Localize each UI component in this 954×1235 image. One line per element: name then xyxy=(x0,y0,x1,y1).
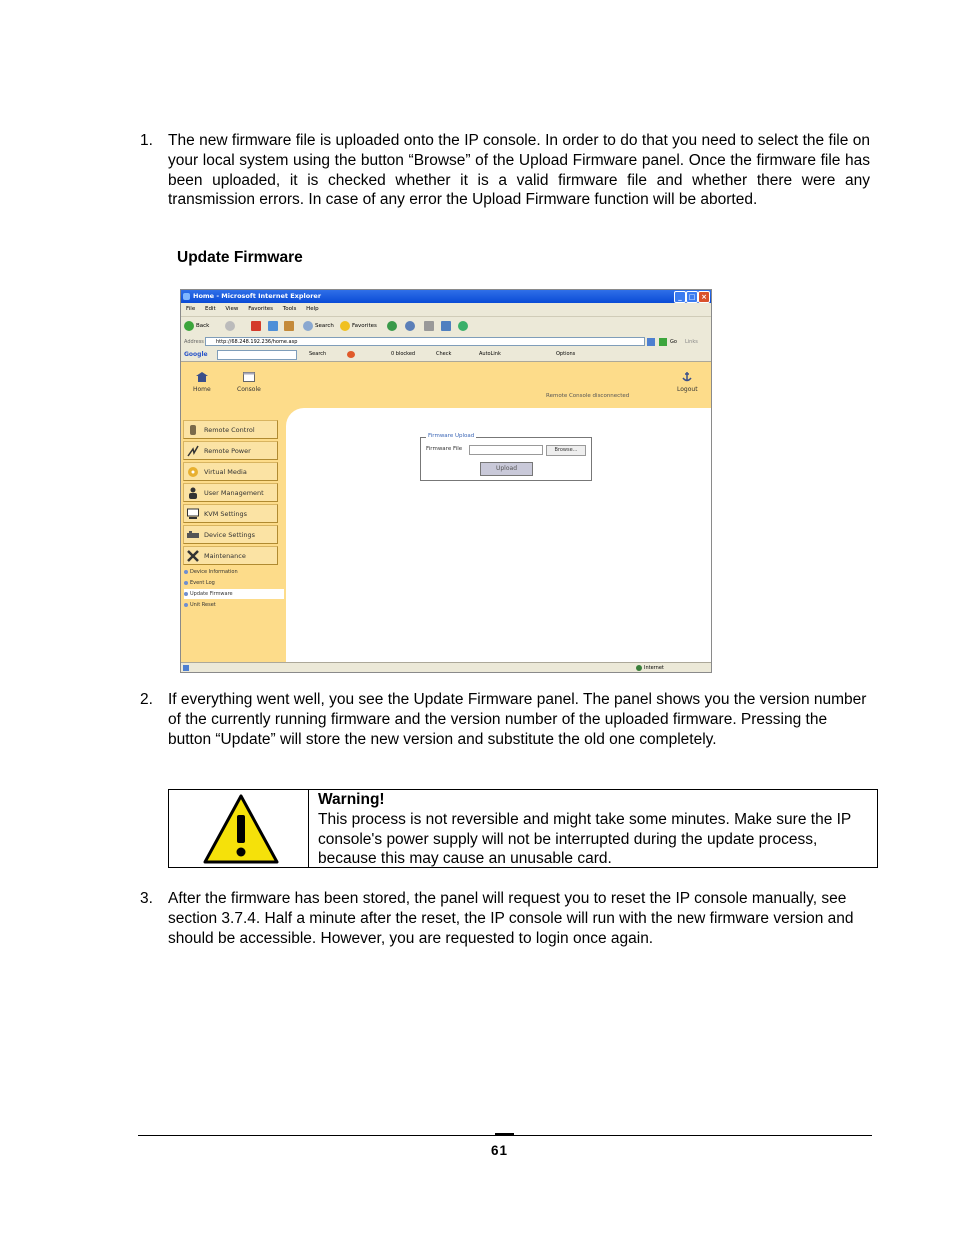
popup-blocker[interactable]: 0 blocked xyxy=(391,351,416,357)
favorites-label: Favorites xyxy=(352,323,377,329)
panel-legend: Firmware Upload xyxy=(428,433,475,439)
warning-text-cell xyxy=(318,790,870,869)
nav-home-label: Home xyxy=(193,386,211,393)
address-bar xyxy=(181,336,711,348)
home-icon xyxy=(284,321,294,331)
bullet-icon xyxy=(184,581,188,585)
step-3-number: 3. xyxy=(140,890,153,907)
menu-view[interactable]: View xyxy=(225,306,239,312)
messenger-button[interactable] xyxy=(458,317,470,336)
window-title: Home - Microsoft Internet Explorer xyxy=(193,292,322,300)
star-icon xyxy=(340,321,350,331)
maximize-button[interactable]: □ xyxy=(686,291,698,303)
status-message: Remote Console disconnected xyxy=(546,393,630,399)
console-icon xyxy=(243,372,255,382)
power-icon xyxy=(187,445,199,457)
back-label: Back xyxy=(196,323,210,329)
minimize-button[interactable]: _ xyxy=(674,291,686,303)
warning-text: This process is not reversible and might take some minutes. Make sure the IP console's power supply will not be interrupted during the update process, because this may cause an unusable card. xyxy=(318,810,851,868)
sub-item-event-log[interactable] xyxy=(184,578,284,588)
menu-favorites[interactable]: Favorites xyxy=(248,306,274,312)
sidebar-item-label: Remote Power xyxy=(204,447,251,455)
favorites-button[interactable] xyxy=(340,317,377,336)
sidebar-item-label: Remote Control xyxy=(204,426,255,434)
spell-check-button[interactable]: Check xyxy=(436,351,452,357)
nav-logout-label: Logout xyxy=(677,386,698,393)
step-2 xyxy=(140,690,870,749)
upload-button[interactable]: Upload xyxy=(480,462,533,476)
search-icon xyxy=(303,321,313,331)
sub-item-label: Device Information xyxy=(190,569,238,575)
footer-mark xyxy=(495,1133,514,1136)
stop-icon xyxy=(251,321,261,331)
go-button[interactable]: Go xyxy=(670,339,677,345)
sidebar-item-label: Maintenance xyxy=(204,552,246,560)
sub-item-label: Update Firmware xyxy=(190,591,233,597)
google-toolbar xyxy=(181,348,711,362)
nav-console-label: Console xyxy=(237,386,261,393)
page-number: 61 xyxy=(491,1143,509,1158)
sidebar-item-label: User Management xyxy=(204,489,264,497)
print-icon xyxy=(424,321,434,331)
refresh-button[interactable] xyxy=(268,317,280,336)
step-1 xyxy=(140,131,870,210)
virtual-media-icon xyxy=(187,466,199,478)
browser-toolbar xyxy=(181,316,711,336)
step-3-text: After the firmware has been stored, the panel will request you to reset the IP console manually, see section 3.7.4. Half a minute after the reset, the IP console will run with the new firmware version and should be accessible. However, you are requested to login once again. xyxy=(168,890,854,947)
google-logo: Google xyxy=(184,351,208,358)
status-bar xyxy=(181,662,711,673)
menu-bar xyxy=(181,303,711,316)
messenger-icon xyxy=(458,321,468,331)
browser-screenshot xyxy=(180,289,712,673)
links-label[interactable]: Links xyxy=(685,339,698,345)
nav-console[interactable] xyxy=(237,372,261,393)
menu-file[interactable]: File xyxy=(186,306,196,312)
bullet-icon xyxy=(184,592,188,596)
sidebar-item-kvm-settings[interactable] xyxy=(183,504,278,523)
tools-icon xyxy=(187,550,199,562)
step-1-text: The new firmware file is uploaded onto the IP console. In order to do that you need to select the file on your local system using the button “Browse” of the Upload Firmware panel. Once the firmware file has been uploaded, it is checked whether it is a valid firmware file and whether there were any transmission errors. In case of any error the Upload Firmware function will be aborted. xyxy=(168,132,870,209)
zone-label: Internet xyxy=(644,665,664,671)
pagerank-icon[interactable] xyxy=(347,351,355,358)
bullet-icon xyxy=(184,570,188,574)
forward-button[interactable] xyxy=(225,317,237,336)
search-label: Search xyxy=(315,323,334,329)
step-1-number: 1. xyxy=(140,132,153,149)
sub-item-label: Unit Reset xyxy=(190,602,216,608)
menu-edit[interactable]: Edit xyxy=(204,306,216,312)
address-label: Address xyxy=(184,339,204,345)
table-divider xyxy=(308,790,309,867)
nav-logout[interactable] xyxy=(677,372,698,393)
globe-icon xyxy=(636,665,642,671)
firmware-file-input[interactable] xyxy=(469,445,543,455)
home-button[interactable] xyxy=(284,317,296,336)
dropdown-arrow-icon[interactable] xyxy=(647,338,655,346)
sub-item-device-information[interactable] xyxy=(184,567,284,577)
main-pane xyxy=(286,408,711,662)
print-button[interactable] xyxy=(424,317,436,336)
device-settings-icon xyxy=(187,529,199,541)
figure-caption: Update Firmware xyxy=(177,249,303,266)
address-input[interactable]: http://68.248.192.236/home.asp xyxy=(205,337,645,346)
go-arrow-icon[interactable] xyxy=(659,338,667,346)
page-icon xyxy=(183,665,189,671)
sub-item-label: Event Log xyxy=(190,580,215,586)
sub-item-update-firmware[interactable] xyxy=(184,589,284,599)
sidebar-item-maintenance[interactable] xyxy=(183,546,278,565)
firmware-file-label: Firmware File xyxy=(426,446,463,452)
sidebar-item-label: Virtual Media xyxy=(204,468,247,476)
back-icon xyxy=(184,321,194,331)
app-header xyxy=(181,362,711,408)
stop-button[interactable] xyxy=(251,317,263,336)
back-button[interactable] xyxy=(184,317,209,336)
sidebar-item-remote-control[interactable] xyxy=(183,420,278,439)
history-button[interactable] xyxy=(405,317,417,336)
step-2-number: 2. xyxy=(140,691,153,708)
step-3 xyxy=(140,889,870,948)
forward-icon xyxy=(225,321,235,331)
ie-icon xyxy=(183,293,190,300)
media-button[interactable] xyxy=(387,317,399,336)
sidebar xyxy=(181,408,286,662)
history-icon xyxy=(405,321,415,331)
edit-button[interactable] xyxy=(441,317,453,336)
options-button[interactable]: Options xyxy=(556,351,576,357)
bullet-icon xyxy=(184,603,188,607)
sub-item-unit-reset[interactable] xyxy=(184,600,284,610)
edit-icon xyxy=(441,321,451,331)
firmware-upload-panel xyxy=(420,433,592,481)
remote-control-icon xyxy=(187,424,199,436)
menu-help[interactable]: Help xyxy=(306,306,319,312)
sidebar-item-user-management[interactable] xyxy=(183,483,278,502)
warning-title: Warning! xyxy=(318,791,385,808)
warning-icon xyxy=(202,793,280,865)
refresh-icon xyxy=(268,321,278,331)
anchor-icon xyxy=(681,372,693,382)
nav-home[interactable] xyxy=(193,372,211,393)
home-icon xyxy=(196,372,208,382)
sidebar-item-remote-power[interactable] xyxy=(183,441,278,460)
browse-button[interactable]: Browse... xyxy=(546,445,586,456)
google-search-button[interactable]: Search xyxy=(309,351,327,357)
sidebar-item-virtual-media[interactable] xyxy=(183,462,278,481)
step-2-text: If everything went well, you see the Update Firmware panel. The panel shows you the version number of the currently running firmware and the version number of the uploaded firmware. Pressing the button “Update” will store the new version and substitute the old one completely. xyxy=(168,691,867,748)
media-icon xyxy=(387,321,397,331)
google-search-input[interactable] xyxy=(217,350,297,360)
users-icon xyxy=(187,487,199,499)
sidebar-item-label: Device Settings xyxy=(204,531,255,539)
window-titlebar xyxy=(181,290,711,303)
search-button[interactable] xyxy=(303,317,334,336)
warning-box xyxy=(168,789,878,868)
menu-tools[interactable]: Tools xyxy=(282,306,297,312)
close-button[interactable]: × xyxy=(698,291,710,303)
sidebar-item-device-settings[interactable] xyxy=(183,525,278,544)
autolink-button[interactable]: AutoLink xyxy=(479,351,501,357)
kvm-icon xyxy=(187,508,199,520)
sidebar-item-label: KVM Settings xyxy=(204,510,248,518)
